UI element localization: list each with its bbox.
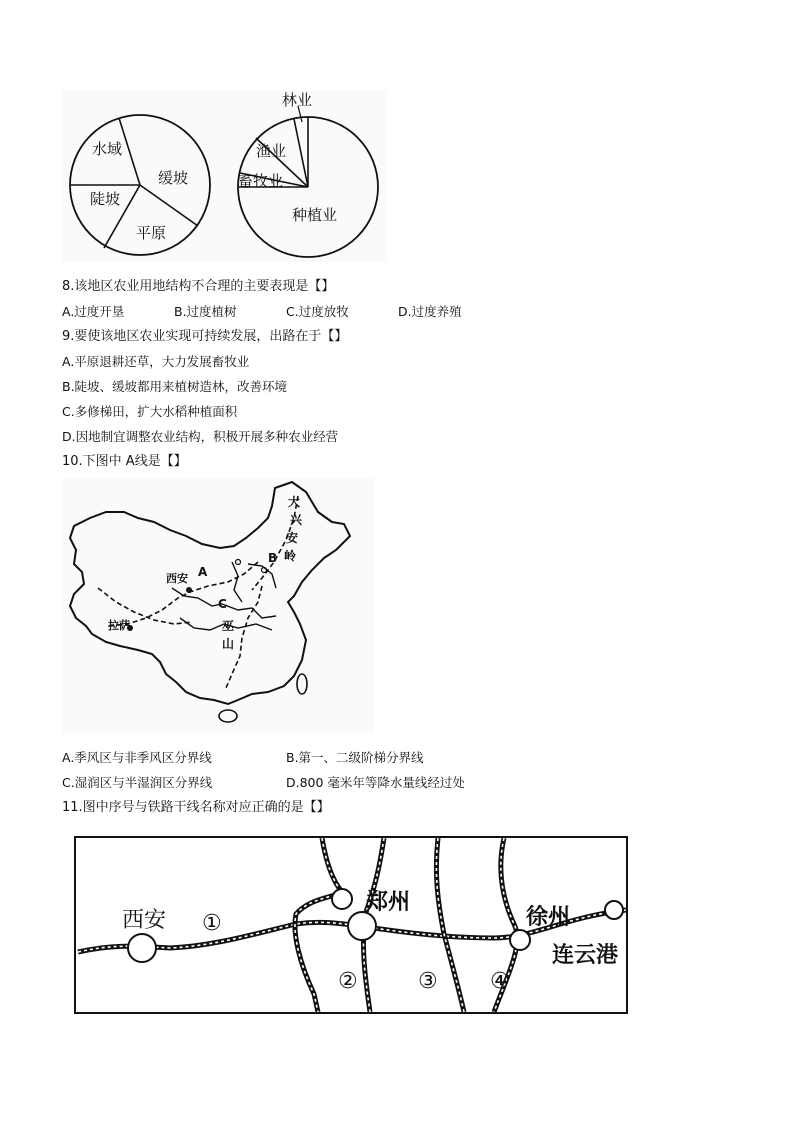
pie-label-gentle-slope: 缓坡 xyxy=(158,169,189,187)
daxinganling-char-2: 兴 xyxy=(290,513,303,527)
pie-label-animal-husbandry: 畜牧业 xyxy=(238,172,284,190)
railway-number-3: ③ xyxy=(418,969,438,994)
label-c: C xyxy=(218,597,227,611)
lasa-label: 拉萨 xyxy=(108,619,130,632)
question-9-option-a[interactable]: A.平原退耕还草，大力发展畜牧业 xyxy=(62,354,250,369)
lianyungang-station xyxy=(605,901,623,919)
pie-label-forestry: 林业 xyxy=(282,91,313,109)
pie-label-planting: 种植业 xyxy=(292,206,338,224)
zhengzhou-station xyxy=(348,912,376,940)
label-b: B xyxy=(268,551,278,565)
question-8-option-b[interactable]: B.过度植树 xyxy=(174,304,237,319)
xian-city-dot xyxy=(186,587,192,593)
lianyungang-label: 连云港 xyxy=(552,943,619,968)
xian-label: 西安 xyxy=(166,572,188,585)
xian-label: 西安 xyxy=(122,908,167,933)
station-north-zhengzhou xyxy=(332,889,352,909)
xian-station xyxy=(128,934,156,962)
question-10-option-c[interactable]: C.湿润区与半湿润区分界线 xyxy=(62,775,213,790)
daxinganling-char-4: 岭 xyxy=(284,549,297,563)
question-9-option-d[interactable]: D.因地制宜调整农业结构，积极开展多种农业经营 xyxy=(62,429,339,444)
question-10-stem: 10.下图中 A线是【】 xyxy=(62,454,187,469)
pie-label-steep-slope: 陡坡 xyxy=(90,190,121,208)
question-8-option-d[interactable]: D.过度养殖 xyxy=(398,304,462,319)
china-map xyxy=(62,478,374,733)
daxinganling-char-3: 安 xyxy=(286,531,299,545)
railway-number-2: ② xyxy=(338,969,358,994)
question-9-option-b[interactable]: B.陡坡、缓坡都用来植树造林，改善环境 xyxy=(62,379,288,394)
question-8-option-c[interactable]: C.过度放牧 xyxy=(286,304,349,319)
land-use-pie-charts xyxy=(62,90,387,262)
question-8-option-a[interactable]: A.过度开垦 xyxy=(62,304,125,319)
label-a: A xyxy=(198,565,208,579)
pie-label-fishery: 渔业 xyxy=(256,142,287,160)
question-10-option-d[interactable]: D.800 毫米年等降水量线经过处 xyxy=(286,775,465,790)
question-11-stem: 11.图中序号与铁路干线名称对应正确的是【】 xyxy=(62,800,330,815)
railway-number-4: ④ xyxy=(490,969,510,994)
railway-map xyxy=(74,834,630,1016)
xuzhou-label: 徐州 xyxy=(526,905,571,930)
pie-label-plain: 平原 xyxy=(136,224,167,242)
question-10-option-b[interactable]: B.第一、二级阶梯分界线 xyxy=(286,750,424,765)
xuzhou-station xyxy=(510,930,530,950)
wushan-char-2: 山 xyxy=(222,637,235,651)
question-9-option-c[interactable]: C.多修梯田，扩大水稻种植面积 xyxy=(62,404,238,419)
question-9-stem: 9.要使该地区农业实现可持续发展，出路在于【】 xyxy=(62,329,348,344)
question-10-option-a[interactable]: A.季风区与非季风区分界线 xyxy=(62,750,212,765)
daxinganling-char-1: 大 xyxy=(288,495,301,509)
pie-label-water: 水域 xyxy=(92,140,123,158)
wushan-char-1: 巫 xyxy=(222,619,235,633)
railway-number-1: ① xyxy=(202,911,222,936)
question-8-stem: 8.该地区农业用地结构不合理的主要表现是【】 xyxy=(62,279,335,294)
zhengzhou-label: 郑州 xyxy=(366,890,411,915)
